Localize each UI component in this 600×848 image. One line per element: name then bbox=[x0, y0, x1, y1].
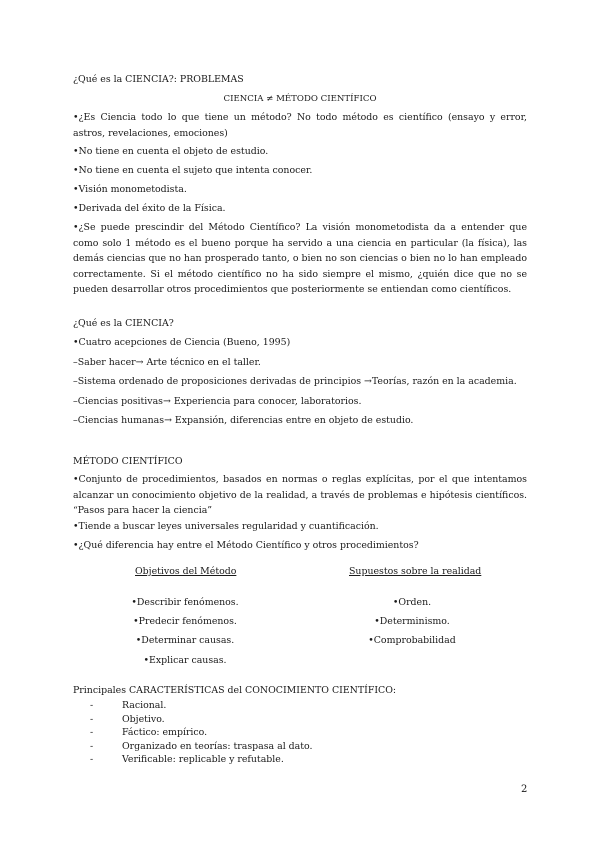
section-title-metodo: MÉTODO CIENTÍFICO bbox=[73, 456, 183, 467]
objetivo-item: •Predecir fenómenos. bbox=[133, 616, 237, 627]
list-item: - Verificable: replicable y refutable. bbox=[90, 754, 284, 766]
paragraph-metodo: •¿Es Ciencia todo lo que tiene un método? No todo método es científico (ensayo y error, astros, revelaciones, emociones) bbox=[73, 112, 527, 139]
section-title-caracteristicas: Principales CARACTERÍSTICAS del CONOCIMIENTO CIENTÍFICO: bbox=[73, 685, 397, 696]
column-header-objetivos: Objetivos del Método bbox=[135, 566, 237, 577]
item-sistema-ordenado: –Sistema ordenado de proposiciones derivadas de principios →Teorías, razón en la academia. bbox=[73, 376, 517, 387]
list-item: - Organizado en teorías: traspasa al dato. bbox=[90, 740, 313, 752]
column-header-supuestos: Supuestos sobre la realidad bbox=[349, 566, 482, 577]
item-ciencias-positivas: –Ciencias positivas→ Experiencia para conocer, laboratorios. bbox=[73, 396, 362, 407]
bullet-monometodista: •Visión monometodista. bbox=[73, 184, 187, 195]
page-number: 2 bbox=[521, 784, 528, 795]
supuesto-item: •Comprobabilidad bbox=[368, 635, 456, 646]
supuesto-item: •Determinismo. bbox=[374, 616, 450, 627]
bullet-fisica: •Derivada del éxito de la Física. bbox=[73, 203, 226, 214]
bullet-acepciones: •Cuatro acepciones de Ciencia (Bueno, 1995) bbox=[73, 337, 291, 348]
bullet-sujeto: •No tiene en cuenta el sujeto que intenta conocer. bbox=[73, 165, 313, 176]
list-item: - Fáctico: empírico. bbox=[90, 727, 208, 739]
list-item: - Objetivo. bbox=[90, 713, 165, 725]
objetivo-item: •Explicar causas. bbox=[143, 655, 227, 666]
objetivo-item: •Describir fenómenos. bbox=[131, 597, 239, 608]
supuesto-item: •Orden. bbox=[392, 597, 432, 608]
item-saber-hacer: –Saber hacer→ Arte técnico en el taller. bbox=[73, 357, 261, 368]
list-item: - Racional. bbox=[90, 700, 167, 711]
bullet-leyes: •Tiende a buscar leyes universales regularidad y cuantificación. bbox=[73, 521, 379, 532]
item-ciencias-humanas: –Ciencias humanas→ Expansión, diferencias entre en objeto de estudio. bbox=[73, 415, 414, 426]
section-title-ciencia: ¿Qué es la CIENCIA? bbox=[73, 318, 174, 329]
paragraph-conjunto: •Conjunto de procedimientos, basados en normas o reglas explícitas, por el que intentamos alcanzar un conocimiento objetivo de la realidad, a través de problemas e hipótesis científicos. “Pasos para hacer la ciencia” bbox=[73, 474, 527, 516]
objetivo-item: •Determinar causas. bbox=[135, 635, 235, 646]
section-title-problemas: ¿Qué es la CIENCIA?: PROBLEMAS bbox=[73, 74, 244, 85]
section-subtitle: CIENCIA ≠ MÉTODO CIENTÍFICO bbox=[223, 94, 377, 104]
bullet-objeto: •No tiene en cuenta el objeto de estudio. bbox=[73, 146, 269, 157]
paragraph-prescindir: •¿Se puede prescindir del Método Científico? La visión monometodista da a entender que como solo 1 método es el bueno porque ha servido a una ciencia en particular (la física), las demás ciencias que no han prosperado tanto, o bien no son ciencias o bien no lo han empleado correctamente. Si el método científico no ha sido siempre el mismo, ¿quién dice que no se pueden desarrollar otros procedimientos que posteriormente se entiendan como científicos. bbox=[73, 222, 527, 295]
bullet-diferencia: •¿Qué diferencia hay entre el Método Científico y otros procedimientos? bbox=[73, 540, 419, 551]
caracteristicas-list bbox=[90, 699, 313, 767]
